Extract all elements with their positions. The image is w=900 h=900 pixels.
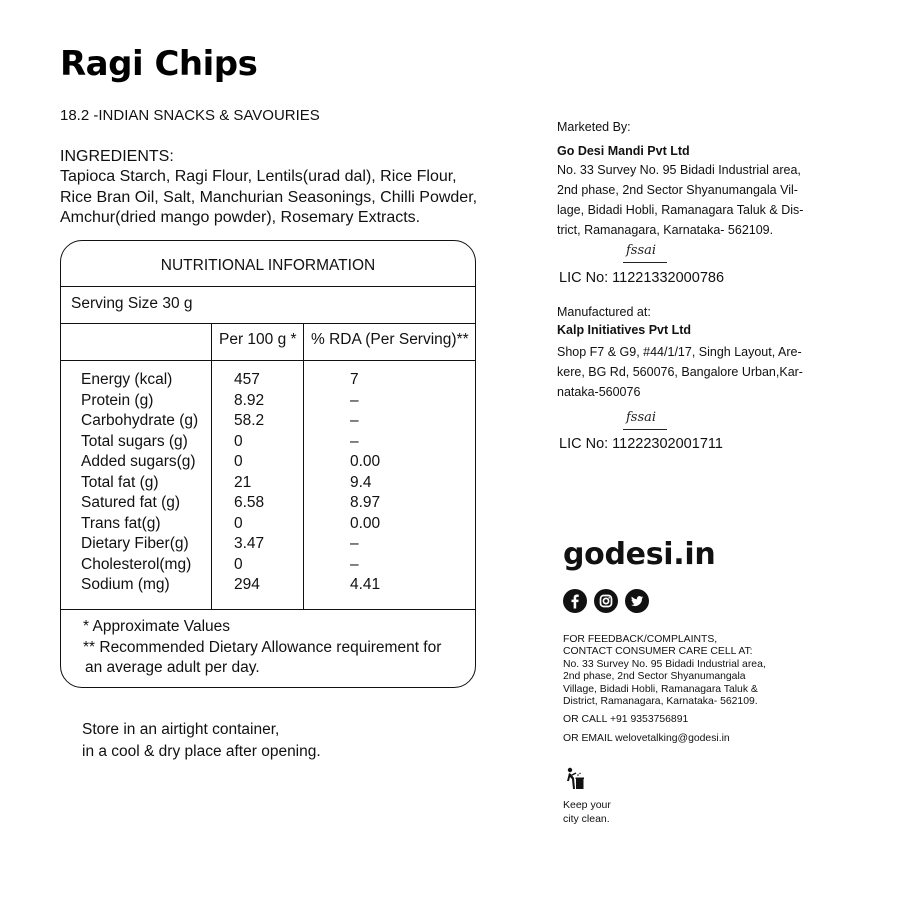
- nutrient-name: Total fat (g): [81, 473, 159, 491]
- rda-value: –: [350, 412, 359, 429]
- call-line[interactable]: OR CALL +91 9353756891: [563, 714, 689, 726]
- product-category: 18.2 -INDIAN SNACKS & SAVOURIES: [60, 107, 320, 124]
- table-row: [61, 453, 475, 474]
- marketer-license: LIC No: 11221332000786: [559, 270, 725, 286]
- address-line: lage, Bidadi Hobli, Ramanagara Taluk & Dis-: [557, 203, 804, 217]
- footnotes: [83, 617, 473, 679]
- marketer-company: Go Desi Mandi Pvt Ltd: [557, 144, 690, 158]
- nutrition-title: NUTRITIONAL INFORMATION: [61, 241, 475, 287]
- nutrient-name: Protein (g): [81, 391, 154, 409]
- feedback-line: CONTACT CONSUMER CARE CELL AT:: [563, 646, 753, 658]
- table-row: [61, 494, 475, 515]
- per100-value: 3.47: [234, 535, 265, 552]
- feedback-line: District, Ramanagara, Karnataka- 562109.: [563, 696, 758, 708]
- divider: [61, 360, 475, 361]
- rda-value: 0.00: [350, 453, 381, 470]
- rda-value: 4.41: [350, 576, 381, 593]
- footnote-rda-cont: an average adult per day.: [85, 659, 260, 676]
- feedback-line: Village, Bidadi Hobli, Ramanagara Taluk &: [563, 683, 758, 695]
- address-line: trict, Ramanagara, Karnataka- 562109.: [557, 223, 774, 237]
- divider: [61, 323, 475, 324]
- rda-value: –: [350, 432, 359, 450]
- fssai-logo: fssai: [626, 243, 657, 258]
- instagram-icon[interactable]: [594, 589, 618, 613]
- fssai-logo: fssai: [626, 410, 657, 425]
- feedback-line: FOR FEEDBACK/COMPLAINTS,: [563, 634, 718, 645]
- social-icons: [563, 589, 649, 613]
- litter-bin-icon: [565, 767, 585, 796]
- storage-line: Store in an airtight container,: [82, 721, 280, 738]
- divider: [61, 609, 475, 610]
- table-row: [61, 556, 475, 577]
- ingredients-line: Rice Bran Oil, Salt, Manchurian Seasonings, Chilli Powder,: [60, 188, 478, 206]
- column-header-per100: Per 100 g *: [219, 331, 297, 348]
- table-row: [61, 392, 475, 413]
- rda-value: 9.4: [350, 473, 372, 491]
- column-header-rda: % RDA (Per Serving)**: [311, 331, 469, 348]
- keep-city-clean: [563, 798, 611, 826]
- per100-value: 0: [234, 453, 243, 470]
- manufacturer-company: Kalp Initiatives Pvt Ltd: [557, 323, 692, 337]
- per100-value: 58.2: [234, 412, 265, 429]
- product-title: Ragi Chips: [60, 44, 258, 84]
- table-row: [61, 474, 475, 495]
- manufactured-at-label: Manufactured at:: [557, 305, 651, 319]
- manufacturer-license: LIC No: 11222302001711: [559, 436, 723, 452]
- table-row: [61, 433, 475, 454]
- per100-value: 6.58: [234, 494, 265, 511]
- nutrient-name: Total sugars (g): [81, 432, 188, 450]
- per100-value: 21: [234, 473, 252, 491]
- serving-size: Serving Size 30 g: [71, 295, 193, 312]
- nutrient-name: Trans fat(g): [81, 514, 161, 532]
- rda-value: 7: [350, 371, 359, 388]
- per100-value: 294: [234, 576, 260, 593]
- marketed-by-label: Marketed By:: [557, 120, 631, 134]
- rda-value: 8.97: [350, 494, 381, 511]
- rda-value: –: [350, 555, 359, 573]
- rda-value: 0.00: [350, 514, 381, 532]
- feedback-line: No. 33 Survey No. 95 Bidadi Industrial area,: [563, 658, 766, 670]
- footnote-approximate: * Approximate Values: [83, 618, 231, 635]
- feedback-block: [563, 634, 803, 745]
- nutrient-name: Added sugars(g): [81, 453, 196, 470]
- address-line: No. 33 Survey No. 95 Bidadi Industrial area,: [557, 163, 801, 177]
- per100-value: 0: [234, 555, 243, 573]
- clean-line: Keep your: [563, 799, 611, 811]
- marketer-address: [557, 160, 827, 240]
- table-row: [61, 412, 475, 433]
- table-row: [61, 535, 475, 556]
- table-row: [61, 515, 475, 536]
- brand-website: godesi.in: [563, 537, 716, 572]
- ingredients-heading: INGREDIENTS:: [60, 148, 174, 165]
- rda-value: –: [350, 391, 359, 409]
- address-line: kere, BG Rd, 560076, Bangalore Urban,Kar-: [557, 365, 803, 379]
- email-line[interactable]: OR EMAIL welovetalking@godesi.in: [563, 732, 730, 744]
- clean-line: city clean.: [563, 813, 610, 825]
- rda-value: –: [350, 535, 359, 552]
- storage-instructions: [82, 719, 321, 763]
- nutrient-name: Dietary Fiber(g): [81, 535, 189, 552]
- nutrient-name: Satured fat (g): [81, 494, 181, 511]
- manufacturer-address: [557, 342, 827, 402]
- per100-value: 0: [234, 432, 243, 450]
- per100-value: 8.92: [234, 391, 265, 409]
- nutrient-name: Carbohydrate (g): [81, 412, 199, 429]
- ingredients-text: [60, 167, 480, 229]
- facebook-icon[interactable]: [563, 589, 587, 613]
- fssai-underline: [623, 429, 667, 430]
- address-line: Shop F7 & G9, #44/1/17, Singh Layout, Are-: [557, 345, 802, 359]
- address-line: 2nd phase, 2nd Sector Shyanumangala Vil-: [557, 183, 798, 197]
- nutrient-name: Sodium (mg): [81, 576, 170, 593]
- ingredients-line: Amchur(dried mango powder), Rosemary Extracts.: [60, 209, 421, 226]
- nutrient-name: Cholesterol(mg): [81, 555, 192, 573]
- feedback-line: 2nd phase, 2nd Sector Shyanumangala: [563, 671, 746, 683]
- fssai-underline: [623, 262, 667, 263]
- twitter-icon[interactable]: [625, 589, 649, 613]
- per100-value: 457: [234, 371, 260, 388]
- table-row: [61, 371, 475, 392]
- address-line: nataka-560076: [557, 385, 641, 399]
- footnote-rda: ** Recommended Dietary Allowance requirement for: [83, 638, 442, 656]
- nutrient-name: Energy (kcal): [81, 371, 173, 388]
- table-row: [61, 576, 475, 597]
- storage-line: in a cool & dry place after opening.: [82, 743, 321, 760]
- nutrition-table: [60, 240, 476, 688]
- per100-value: 0: [234, 514, 243, 532]
- nutrition-rows: [61, 371, 475, 597]
- ingredients-line: Tapioca Starch, Ragi Flour, Lentils(urad dal), Rice Flour,: [60, 168, 457, 185]
